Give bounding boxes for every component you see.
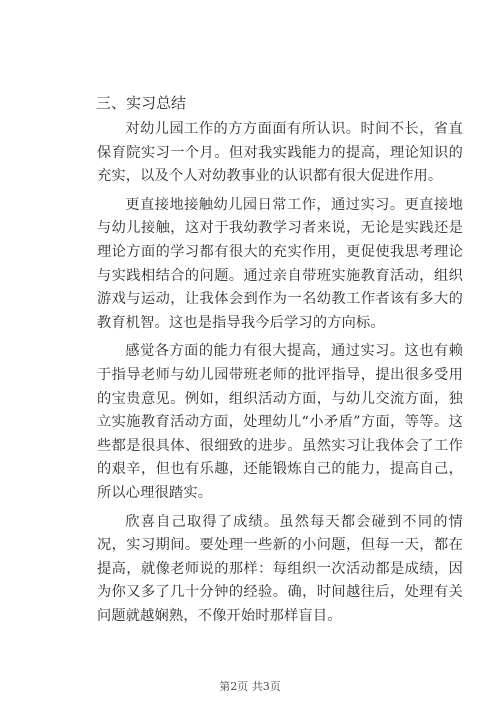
page-footer: 第2页 共3页 bbox=[219, 680, 281, 693]
section-heading: 三、实习总结 bbox=[96, 94, 187, 112]
body-text bbox=[97, 118, 463, 633]
paragraph-2: 更直接地接触幼儿园日常工作，通过实习。更直接地与幼儿接触，这对于我幼教学习者来说，无论是实践还是理论方面的学习都有很大的充实作用，更促使我思考理论与实践相结合的问题。通过亲自带班实施教育活动，组织游戏与运动，让我体会到作为一名幼教工作者该有多大的教育机智。这也是指导我今后学习的方向标。 bbox=[97, 196, 463, 331]
paragraph-3: 感觉各方面的能力有很大提高，通过实习。这也有赖于指导老师与幼儿园带班老师的批评指导，提出很多受用的宝贵意见。例如，组织活动方面，与幼儿交流方面，独立实施教育活动方面，处理幼儿“小矛盾”方面，等等。这些都是很具体、很细致的进步。虽然实习让我体会了工作的艰辛，但也有乐趣，还能锻炼自己的能力，提高自己，所以心理很踏实。 bbox=[97, 343, 463, 501]
paragraph-1: 对幼儿园工作的方方面面有所认识。时间不长，省直保育院实习一个月。但对我实践能力的提高，理论知识的充实，以及个人对幼教事业的认识都有很大促进作用。 bbox=[97, 121, 463, 185]
paragraph-4: 欣喜自己取得了成绩。虽然每天都会碰到不同的情况，实习期间。要处理一些新的小问题，但每一天，都在提高，就像老师说的那样：每组织一次活动都是成绩，因为你又多了几十分钟的经验。确，时间越往后，处理有关问题就越娴熟，不像开始时那样盲目。 bbox=[97, 513, 463, 624]
